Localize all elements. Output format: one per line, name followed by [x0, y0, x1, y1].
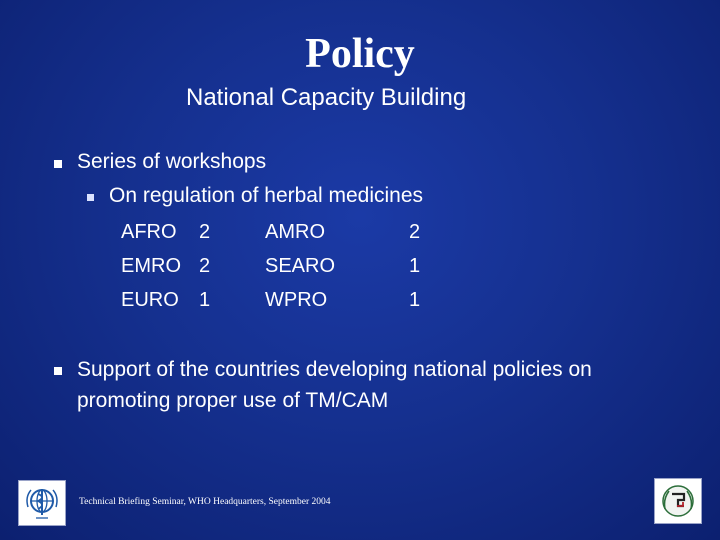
table-cell-count: 1 — [409, 255, 421, 277]
slide-subtitle: National Capacity Building — [186, 84, 467, 111]
sub-bullet-1-text: On regulation of herbal medicines — [109, 184, 424, 207]
table-cell-count: 1 — [409, 289, 421, 311]
table-cell-count: 2 — [199, 255, 211, 277]
table-cell-region: AFRO — [121, 221, 177, 243]
table-cell-region: AMRO — [265, 221, 325, 243]
bullet-2-line-1: Support of the countries developing national policies on — [77, 358, 592, 381]
table-cell-count: 1 — [199, 289, 211, 311]
slide-footer: Technical Briefing Seminar, WHO Headquarters, September 2004 — [79, 497, 331, 507]
sub-bullet-marker-1 — [87, 194, 94, 201]
table-cell-region: WPRO — [265, 289, 328, 311]
collaborating-centre-logo-icon — [654, 478, 702, 524]
bullet-1-text: Series of workshops — [77, 150, 267, 173]
table-cell-count: 2 — [199, 221, 211, 243]
table-cell-region: EMRO — [121, 255, 181, 277]
bullet-marker-2 — [54, 367, 62, 375]
table-cell-region: EURO — [121, 289, 179, 311]
table-cell-count: 2 — [409, 221, 421, 243]
slide-title: Policy — [305, 31, 415, 77]
table-cell-region: SEARO — [265, 255, 336, 277]
who-logo-icon — [18, 480, 66, 526]
bullet-marker-1 — [54, 160, 62, 168]
bullet-2-line-2: promoting proper use of TM/CAM — [77, 389, 389, 412]
